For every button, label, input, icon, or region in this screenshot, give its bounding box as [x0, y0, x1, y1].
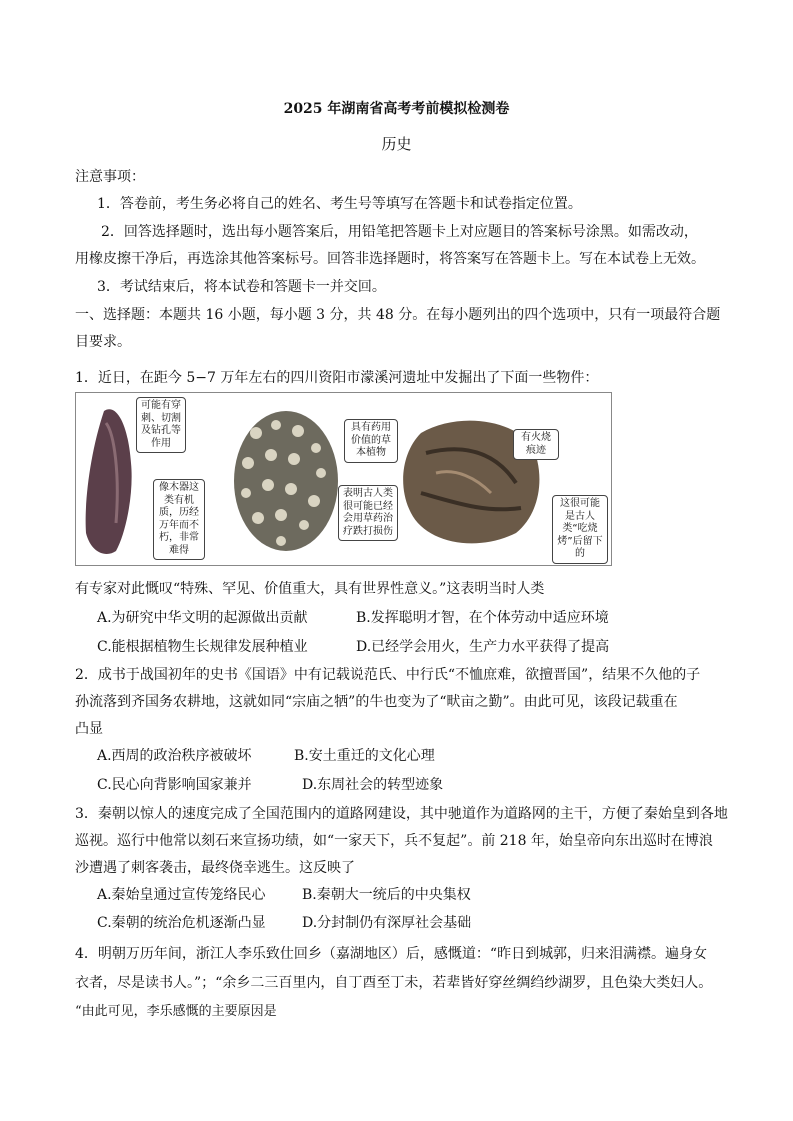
- option-c: C.能根据植物生长规律发展种植业: [97, 639, 308, 655]
- option-b: B.安土重迁的文化心理: [294, 748, 435, 764]
- notice-heading: 注意事项：: [75, 169, 145, 185]
- section-heading-cont: 目要求。: [75, 334, 131, 350]
- question-4-stem: 4．明朝万历年间，浙江人李乐致仕回乡（嘉湖地区）后，感慨道：“昨日到城郭，归来泪满襟。遍身女: [75, 946, 708, 962]
- option-b: B.秦朝大一统后的中央集权: [302, 887, 471, 903]
- option-b: B.发挥聪明才智，在个体劳动中适应环境: [356, 610, 609, 626]
- question-3-stem: 巡视。巡行中他常以刻石来宣扬功绩，如“一家天下，兵不复起”。前 218 年，始皇帝向东出巡时在博浪: [75, 833, 713, 849]
- notice-item: 2．回答选择题时，选出每小题答案后，用铅笔把答题卡上对应题目的答案标号涂黑。如需改动，: [101, 224, 698, 240]
- option-c: C.民心向背影响国家兼并: [97, 777, 252, 793]
- notice-item: 3．考试结束后，将本试卷和答题卡一并交回。: [97, 279, 386, 295]
- question-2-stem: 2．成书于战国初年的史书《国语》中有记载说范氏、中行氏“不恤庶难，欲擅晋国”，结果不久他的子: [75, 667, 701, 683]
- callout-label: 具有药用价值的草本植物: [344, 419, 398, 463]
- question-1-stem: 1．近日，在距今 5−7 万年左右的四川资阳市濛溪河遗址中发掘出了下面一些物件：: [75, 370, 599, 386]
- callout-label: 有火烧痕迹: [513, 429, 559, 460]
- question-4-stem: “由此可见，李乐感慨的主要原因是: [75, 1004, 277, 1019]
- notice-item: 1．答卷前，考生务必将自己的姓名、考生号等填写在答题卡和试卷指定位置。: [97, 196, 582, 212]
- question-3-stem: 3．秦朝以惊人的速度完成了全国范围内的道路网建设，其中驰道作为道路网的主干，方便了秦始皇到各地: [75, 806, 728, 822]
- artifact-figure: [75, 392, 612, 566]
- question-3-stem: 沙遭遇了刺客袭击，最终侥幸逃生。这反映了: [75, 860, 355, 876]
- subject-title: 历史: [381, 135, 412, 153]
- option-a: A.秦始皇通过宣传笼络民心: [97, 887, 266, 903]
- section-heading: 一、选择题：本题共 16 小题，每小题 3 分，共 48 分。在每小题列出的四个选项中，只有一项最符合题: [75, 307, 721, 323]
- callout-label: 像木器这类有机质，历经万年而不朽，非常难得: [153, 479, 205, 560]
- callout-label: 这很可能是古人类“吃烧烤”后留下的: [552, 495, 608, 564]
- option-d: D.东周社会的转型迹象: [302, 777, 444, 793]
- question-4-stem: 衣者，尽是读书人。”；“余乡二三百里内，自丁酉至丁未，若辈皆好穿丝绸绉纱湖罗，且色染大类妇人。: [75, 975, 713, 991]
- question-2-stem: 凸显: [75, 721, 103, 737]
- option-d: D.已经学会用火，生产力水平获得了提高: [356, 639, 610, 655]
- option-a: A.为研究中华文明的起源做出贡献: [97, 610, 308, 626]
- callout-label: 表明古人类很可能已经会用草药治疗跌打损伤: [338, 485, 398, 541]
- option-a: A.西周的政治秩序被破坏: [97, 748, 252, 764]
- option-d: D.分封制仍有深厚社会基础: [302, 915, 472, 931]
- option-c: C.秦朝的统治危机逐渐凸显: [97, 915, 266, 931]
- question-1-stem-cont: 有专家对此慨叹“特殊、罕见、价值重大，具有世界性意义。”这表明当时人类: [75, 581, 545, 597]
- notice-item: 用橡皮擦干净后，再选涂其他答案标号。回答非选择题时，将答案写在答题卡上。写在本试卷上无效。: [75, 251, 705, 267]
- callout-label: 可能有穿刺、切割及钻孔等作用: [136, 397, 186, 453]
- exam-title: 2025 年湖南省高考考前模拟检测卷: [283, 101, 510, 117]
- question-2-stem: 孙流落到齐国务农耕地，这就如同“宗庙之牺”的牛也变为了“畎亩之勤”。由此可见，该段记载重在: [75, 694, 678, 710]
